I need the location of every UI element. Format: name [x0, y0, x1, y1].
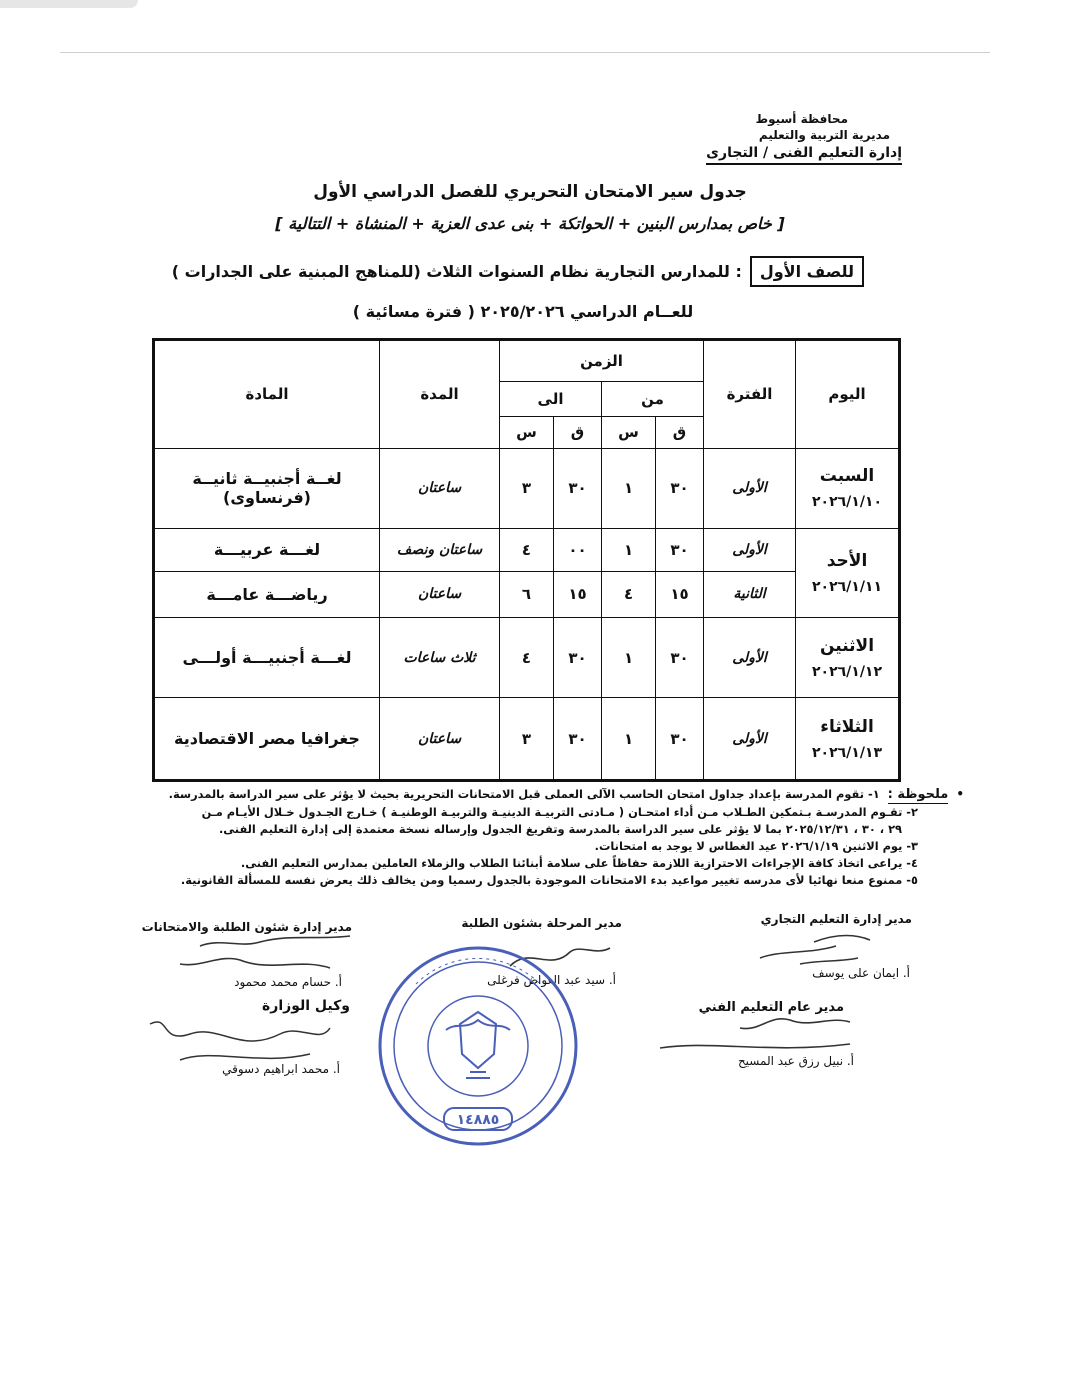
stage-director-title: مدير المرحلة بشئون الطلبة	[461, 916, 622, 930]
header-subject: المادة	[154, 340, 380, 449]
to-hour-cell: ٤	[500, 617, 554, 698]
header-time: الزمن	[500, 340, 704, 382]
commercial-director-signature	[740, 928, 880, 972]
affairs-director-title: مدير إدارة شئون الطلبة والامتحانات	[141, 920, 352, 934]
to-hour-cell: ٣	[500, 698, 554, 781]
header-to-hour: س	[500, 416, 554, 448]
header-to: الى	[500, 382, 602, 416]
subject-cell: لغـــة عربيـــة	[154, 529, 380, 571]
directorate-label: مديرية التربية والتعليم	[758, 128, 890, 142]
period-cell: الأولى	[704, 529, 796, 571]
stamp-number: ١٤٨٨٥	[456, 1112, 500, 1128]
from-minute-cell: ١٥	[656, 571, 704, 617]
day-date: ٢٠٢٦/١/١٣	[811, 744, 883, 761]
top-divider	[60, 52, 990, 53]
day-date: ٢٠٢٦/١/١١	[811, 579, 883, 596]
note-item-3: ٣- يوم الاثنين ٢٠٢٦/١/١٩ عيد الغطاس لا يوجد به امتحانات.	[594, 839, 918, 853]
duration-cell: ساعتان	[380, 698, 500, 781]
top-status-pill	[0, 0, 138, 8]
day-date: ٢٠٢٦/١/١٠	[811, 494, 883, 511]
day-cell	[796, 698, 900, 781]
to-minute-cell: ٣٠	[554, 698, 602, 781]
to-minute-cell: ٣٠	[554, 617, 602, 698]
day-name: الثلاثاء	[820, 716, 874, 737]
commercial-director-title: مدير إدارة التعليم التجاري	[760, 912, 912, 926]
duration-cell: ساعتان	[380, 571, 500, 617]
schools-line: : للمدارس التجارية نظام السنوات الثلاث (للمناهج المبنية على الجدارات )	[171, 262, 742, 281]
table-row	[154, 448, 900, 529]
general-director-title: مدير عام التعليم الفني	[698, 1000, 844, 1015]
period-cell: الأولى	[704, 617, 796, 698]
stage-director-name: أ. سيد عبد العواض فرغلى	[487, 973, 616, 987]
period-cell: الثانية	[704, 571, 796, 617]
note-text: ١- تقوم المدرسة بإعداد جداول امتحان الحاسب الآلى العملى قبل الامتحانات التحريرية بحيث لا يؤثر على سير الدراسة بالمدرسة.	[168, 787, 880, 801]
undersecretary-signature	[140, 1004, 340, 1074]
grade-box: للصف الأول	[750, 256, 864, 287]
header-duration: المدة	[380, 340, 500, 449]
note-item-2-cont: ٢٩ ، ٣٠ ، ٢٠٢٥/١٢/٣١ بما لا يؤثر على سير الدراسة بالمدرسة وتفريغ الجدول وإرساله نسخة معتمدة إلى إدارة التعليم الفنى.	[218, 822, 902, 836]
header-day: اليوم	[796, 340, 900, 449]
bullet-icon: •	[956, 787, 964, 801]
duration-cell: ثلاث ساعات	[380, 617, 500, 698]
table-row	[154, 529, 900, 571]
note-item-1	[122, 786, 964, 804]
from-hour-cell: ٤	[602, 571, 656, 617]
subject-cell: جغرافيا مصر الاقتصادية	[154, 698, 380, 781]
day-name: السبت	[819, 466, 875, 487]
from-minute-cell: ٣٠	[656, 448, 704, 529]
page-title: جدول سير الامتحان التحريري للفصل الدراسي الأول	[313, 182, 747, 202]
to-hour-cell: ٤	[500, 529, 554, 571]
subject-cell	[154, 448, 380, 529]
from-minute-cell: ٣٠	[656, 617, 704, 698]
subject-line: لغــة أجنبيــة ثانيــة	[192, 469, 342, 489]
from-hour-cell: ١	[602, 698, 656, 781]
duration-cell: ساعتان	[380, 448, 500, 529]
day-cell	[796, 617, 900, 698]
undersecretary-name: أ. محمد ابراهيم دسوقي	[222, 1062, 340, 1076]
note-item-4: ٤- يراعى اتخاذ كافة الإجراءات الاحترازية اللازمة حفاظاً على سلامة أبنائنا الطلاب والزملاء العاملين بمدارس التعليم الفنى.	[240, 856, 918, 870]
day-date: ٢٠٢٦/١/١٢	[811, 663, 883, 680]
administration-label: إدارة التعليم الفنى / التجارى	[706, 145, 902, 165]
general-director-signature	[650, 1008, 870, 1064]
subject-line-2: (فرنساوى)	[223, 488, 311, 508]
to-minute-cell: ١٥	[554, 571, 602, 617]
general-director-name: أ. نبيل رزق عبد المسيح	[737, 1054, 854, 1068]
schools-subtitle: [ خاص بمدارس البنين + الحواتكة + بنى عدى العزية + المنشاة + التتالية ]	[275, 214, 785, 233]
day-cell	[796, 529, 900, 618]
notes-heading: ملحوظة :	[887, 787, 949, 802]
from-minute-cell: ٣٠	[656, 529, 704, 571]
exam-schedule-table	[152, 338, 901, 782]
affairs-director-name: أ. حسام محمد محمود	[234, 975, 342, 989]
grade-line	[172, 256, 864, 287]
note-item-5: ٥- ممنوع منعا نهائيا لأى مدرسه تغيير مواعيد بدء الامتحانات الموجودة بالجدول رسميا ومن يخالف ذلك يعرض نفسه للمسألة القانونية.	[180, 873, 918, 887]
to-hour-cell: ٦	[500, 571, 554, 617]
header-period: الفترة	[704, 340, 796, 449]
period-cell: الأولى	[704, 698, 796, 781]
governorate-label: محافظة أسيوط	[755, 112, 848, 126]
day-name: الأحد	[826, 551, 868, 572]
academic-year-line: للعــام الدراسي ٢٠٢٥/٢٠٢٦ ( فترة مسائية )	[352, 302, 694, 321]
affairs-director-signature	[150, 928, 370, 988]
undersecretary-title: وكيل الوزارة	[262, 998, 350, 1014]
duration-cell: ساعتان ونصف	[380, 529, 500, 571]
day-name: الاثنين	[819, 635, 875, 656]
day-cell	[796, 448, 900, 529]
table-row	[154, 698, 900, 781]
header-from-hour: س	[602, 416, 656, 448]
to-minute-cell: ٣٠	[554, 448, 602, 529]
to-hour-cell: ٣	[500, 448, 554, 529]
header-to-minute: ق	[554, 416, 602, 448]
table-row	[154, 571, 900, 617]
from-hour-cell: ١	[602, 529, 656, 571]
commercial-director-name: أ. ايمان على يوسف	[812, 966, 910, 980]
table-row	[154, 617, 900, 698]
from-hour-cell: ١	[602, 448, 656, 529]
header-from: من	[602, 382, 704, 416]
note-item-2: ٢- تقـوم المدرسـة بـتمكين الطـلاب مـن أداء امتحـان ( مـادتى التربيـة الدينيـة والتربيـة الوطنيـة ) خـارج الجـدول خـلال الأيـام مـن	[201, 805, 918, 819]
header-from-minute: ق	[656, 416, 704, 448]
notes-section	[122, 786, 964, 889]
from-minute-cell: ٣٠	[656, 698, 704, 781]
from-hour-cell: ١	[602, 617, 656, 698]
period-cell: الأولى	[704, 448, 796, 529]
to-minute-cell: ٠٠	[554, 529, 602, 571]
subject-cell: رياضـــة عامـــة	[154, 571, 380, 617]
subject-cell: لغـــة أجنبيـــة أولـــى	[154, 617, 380, 698]
document-header	[706, 112, 902, 165]
